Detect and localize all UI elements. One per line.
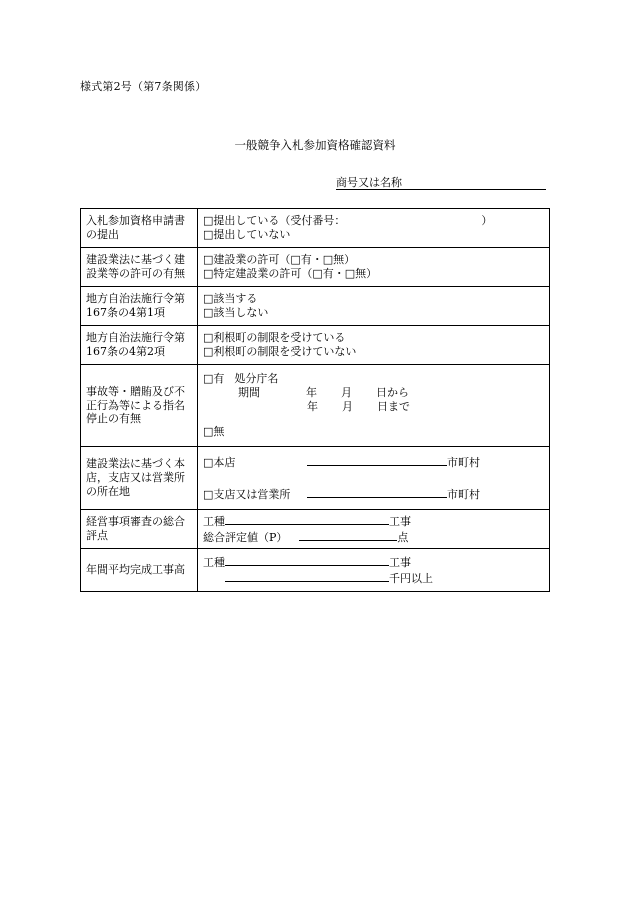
table-row — [81, 209, 550, 248]
row-label-line: の提出 — [86, 228, 119, 241]
row-label-line: 事故等・贈賄及び不 — [86, 384, 185, 398]
construction-permit-checkbox[interactable]: □建設業の許可（□有・□無） — [203, 253, 356, 267]
table-row — [81, 510, 550, 549]
row-label — [81, 549, 198, 592]
row-content — [198, 209, 550, 248]
row-content — [198, 287, 550, 326]
row-content — [198, 365, 550, 447]
trade-label: 工種 — [203, 515, 225, 529]
trade-field[interactable] — [225, 554, 389, 566]
head-office-location-field[interactable] — [307, 454, 447, 466]
special-construction-permit-checkbox[interactable]: □特定建設業の許可（□有・□無） — [203, 267, 378, 280]
suspension-yes-checkbox[interactable]: □有 — [203, 372, 225, 385]
row-label-line: 167条の4第2項 — [86, 345, 165, 358]
row-label — [81, 209, 198, 248]
until-year-label: 年 — [307, 399, 318, 413]
row-label-line: 店，支店又は営業所 — [86, 471, 185, 485]
row-label — [81, 365, 198, 447]
amount-unit: 千円以上 — [389, 572, 433, 585]
row-content — [198, 326, 550, 365]
row-label — [81, 287, 198, 326]
until-day-label: 日まで — [377, 399, 410, 413]
not-applicable-checkbox[interactable]: □該当しない — [203, 306, 269, 319]
row-label — [81, 447, 198, 510]
applicable-checkbox[interactable]: □該当する — [203, 292, 258, 306]
from-month-label: 月 — [341, 385, 352, 399]
head-office-checkbox[interactable]: □本店 — [203, 456, 236, 470]
row-content — [198, 248, 550, 287]
table-row — [81, 287, 550, 326]
row-content — [198, 549, 550, 592]
until-month-label: 月 — [342, 399, 353, 413]
trade-suffix: 工事 — [389, 556, 411, 570]
submitted-checkbox[interactable]: □提出している（受付番号： — [203, 214, 346, 228]
from-year-label: 年 — [306, 385, 317, 399]
receipt-close: ） — [481, 214, 493, 228]
head-office-municipality: 市町村 — [447, 456, 480, 470]
row-label — [81, 326, 198, 365]
row-label-line: 建設業法に基づく建 — [86, 253, 185, 267]
row-label-line: 正行為等による指名 — [86, 398, 185, 412]
points-label: 点 — [397, 531, 409, 544]
table-row — [81, 447, 550, 510]
row-content — [198, 447, 550, 510]
row-label-line: 評点 — [86, 529, 108, 542]
row-label-line: 設業等の許可の有無 — [86, 267, 185, 280]
row-label-line: 経営事項審査の総合 — [86, 515, 185, 529]
form-number: 様式第2号（第7条関係） — [80, 80, 207, 93]
trade-name-field[interactable] — [336, 176, 546, 190]
not-submitted-checkbox[interactable]: □提出していない — [203, 228, 291, 241]
not-restricted-checkbox[interactable]: □利根町の制限を受けていない — [203, 345, 357, 358]
period-label: 期間 — [238, 385, 260, 399]
trade-field[interactable] — [225, 513, 389, 525]
trade-name-label: 商号又は名称 — [336, 176, 402, 189]
from-day-label: 日から — [376, 385, 409, 399]
row-label-line: 地方自治法施行令第 — [86, 292, 185, 306]
row-label-line: 停止の有無 — [86, 412, 141, 426]
score-field[interactable] — [299, 529, 397, 541]
row-label — [81, 510, 198, 549]
trade-suffix: 工事 — [389, 515, 411, 529]
row-label-line: 年間平均完成工事高 — [86, 563, 185, 577]
table-row — [81, 248, 550, 287]
trade-label: 工種 — [203, 556, 225, 570]
restricted-checkbox[interactable]: □利根町の制限を受けている — [203, 331, 346, 345]
row-label-line: の所在地 — [86, 484, 130, 498]
row-label-line: 入札参加資格申請書 — [86, 214, 185, 228]
document-title: 一般競争入札参加資格確認資料 — [234, 138, 396, 152]
branch-office-location-field[interactable] — [307, 486, 447, 498]
row-label — [81, 248, 198, 287]
row-label-line: 地方自治法施行令第 — [86, 331, 185, 345]
table-row — [81, 549, 550, 592]
score-label: 総合評定値（P） — [203, 531, 288, 544]
suspension-no-checkbox[interactable]: □無 — [203, 425, 225, 439]
row-content — [198, 510, 550, 549]
table-row — [81, 326, 550, 365]
agency-label: 処分庁名 — [234, 372, 279, 385]
branch-office-checkbox[interactable]: □支店又は営業所 — [203, 488, 291, 501]
qualification-form-table — [80, 208, 550, 592]
row-label-line: 建設業法に基づく本 — [86, 457, 185, 471]
row-label-line: 167条の4第1項 — [86, 306, 165, 319]
amount-field[interactable] — [225, 570, 389, 582]
branch-office-municipality: 市町村 — [447, 488, 480, 501]
table-row — [81, 365, 550, 447]
